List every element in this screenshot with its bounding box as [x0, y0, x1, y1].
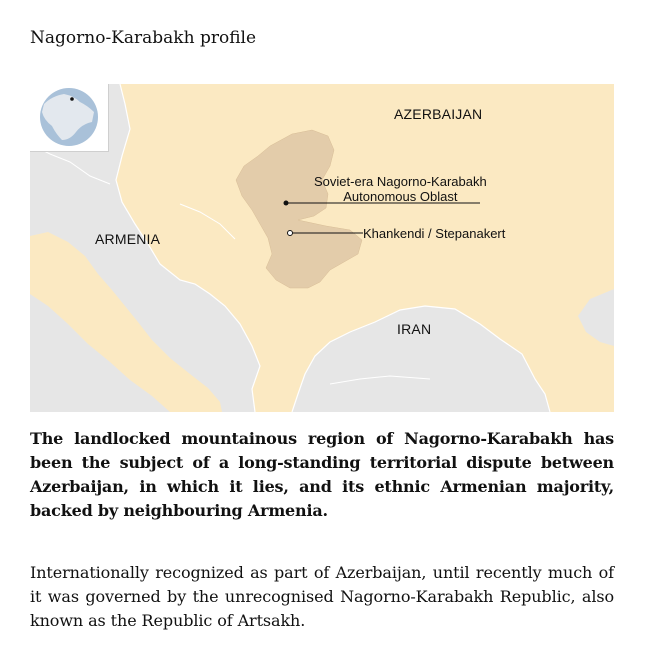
label-iran: IRAN — [397, 321, 432, 337]
oblast-callout-line1: Soviet-era Nagorno-Karabakh — [314, 174, 487, 189]
city-marker — [288, 231, 293, 236]
page-title: Nagorno-Karabakh profile — [30, 28, 257, 48]
region-map — [30, 84, 614, 412]
locator-globe — [30, 84, 109, 152]
lede-paragraph: The landlocked mountainous region of Nagorno-Karabakh has been the subject of a long-standing territorial dispute between Azerbaijan, in which it lies, and its ethnic Armenian majority, backed by neighbouring Armenia. — [30, 429, 614, 520]
oblast-callout — [314, 174, 487, 204]
azerbaijan-region — [116, 84, 614, 412]
oblast-marker — [284, 201, 289, 206]
oblast-callout-line2: Autonomous Oblast — [343, 189, 458, 204]
map-svg — [30, 84, 614, 412]
city-callout: Khankendi / Stepanakert — [363, 226, 506, 241]
body-paragraph: Internationally recognized as part of Azerbaijan, until recently much of it was governed by the unrecognised Nagorno-Karabakh Republic, also known as the Republic of Artsakh. — [30, 563, 614, 630]
locator-globe-icon — [30, 84, 108, 151]
label-armenia: ARMENIA — [95, 231, 161, 247]
label-azerbaijan: AZERBAIJAN — [394, 106, 483, 122]
